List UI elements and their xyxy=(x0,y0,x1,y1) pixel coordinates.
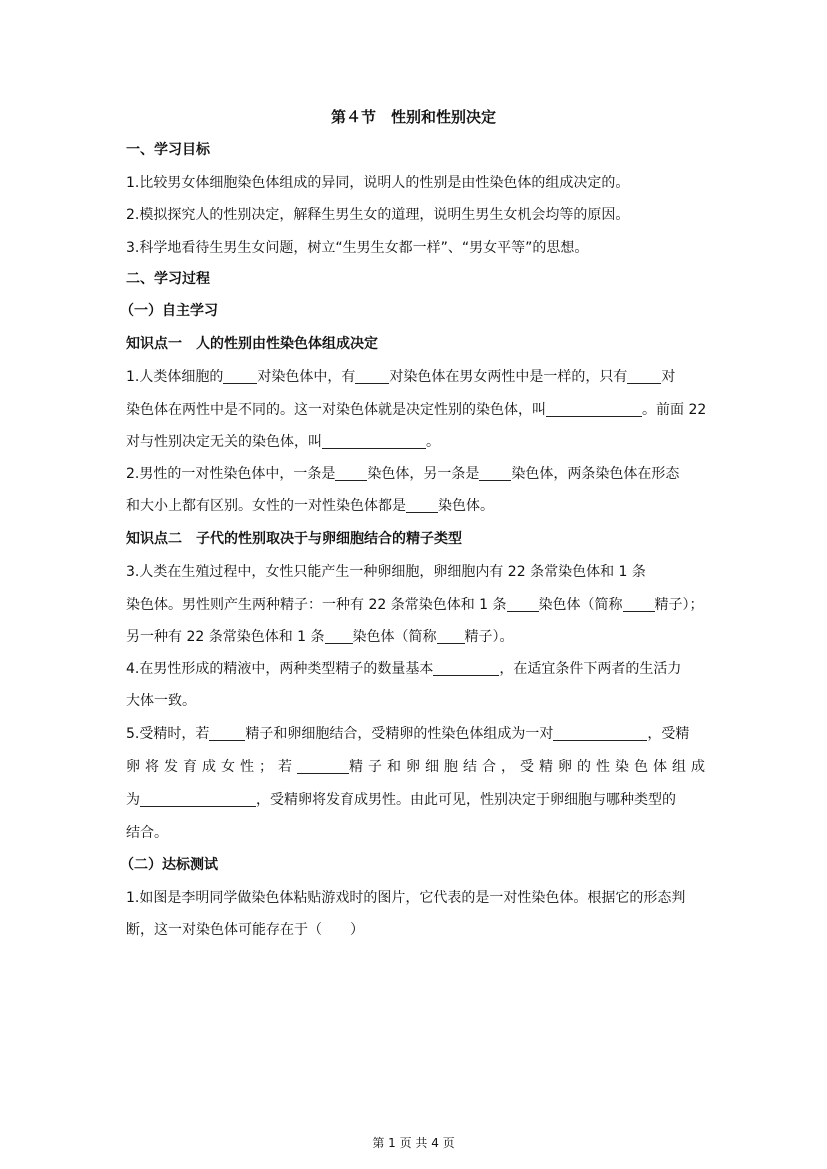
question-text: 对 xyxy=(661,369,676,385)
answer-blank[interactable] xyxy=(140,792,256,807)
answer-blank[interactable] xyxy=(325,629,353,644)
answer-blank[interactable] xyxy=(209,726,245,741)
question-3-line-3 xyxy=(126,628,706,646)
question-text: 染色体，两条染色体在形态 xyxy=(511,466,680,482)
answer-blank[interactable] xyxy=(433,661,499,676)
question-text: 染色体，另一条是 xyxy=(367,466,480,482)
question-text: 染色体在两性中是不同的。这一对染色体就是决定性别的染色体，叫 xyxy=(126,402,546,418)
answer-blank[interactable] xyxy=(437,629,465,644)
question-text: 对染色体在男女两性中是一样的，只有 xyxy=(389,369,628,385)
question-5-line-4: 结合。 xyxy=(126,825,168,841)
question-5-line-3 xyxy=(126,791,706,809)
answer-blank[interactable] xyxy=(335,466,367,481)
section-heading-goals: 一、学习目标 xyxy=(126,142,210,158)
answer-blank[interactable] xyxy=(355,369,389,384)
question-text: 4.在男性形成的精液中，两种类型精子的数量基本 xyxy=(126,661,434,677)
question-5-line-2 xyxy=(126,758,710,776)
answer-blank[interactable] xyxy=(322,434,426,449)
knowledge-point-1-heading: 知识点一 人的性别由性染色体组成决定 xyxy=(126,336,378,352)
question-4-line-2: 大体一致。 xyxy=(126,693,196,709)
answer-blank[interactable] xyxy=(507,597,539,612)
answer-blank[interactable] xyxy=(479,466,511,481)
question-text: 1.人类体细胞的 xyxy=(126,369,224,385)
question-text: 对与性别决定无关的染色体，叫 xyxy=(126,434,322,450)
question-text: 和大小上都有区别。女性的一对性染色体都是 xyxy=(126,498,406,514)
question-text: 精子和卵细胞结合，受精卵的性染色体组成为一对 xyxy=(245,726,554,742)
goal-item: 3.科学地看待生男生女问题，树立“生男生女都一样”、“男女平等”的思想。 xyxy=(126,240,589,256)
question-text: 精子和卵细胞结合，受精卵的性染色体组成 xyxy=(349,759,710,775)
answer-blank[interactable] xyxy=(546,402,642,417)
question-1-line-1 xyxy=(126,368,706,386)
question-text: 为 xyxy=(126,792,140,808)
question-1-line-3 xyxy=(126,433,706,451)
question-text: 染色体。男性则产生两种精子：一种有 22 条常染色体和 1 条 xyxy=(126,597,507,613)
test-question-1-line-1: 1.如图是李明同学做染色体粘贴游戏时的图片，它代表的是一对性染色体。根据它的形态判 xyxy=(126,890,686,906)
answer-blank[interactable] xyxy=(223,369,257,384)
subsection-heading-test: （二）达标测试 xyxy=(120,857,218,873)
page-title: 第４节 性别和性别决定 xyxy=(330,108,496,126)
answer-blank[interactable] xyxy=(553,726,647,741)
question-text: ，受精卵将发育成男性。由此可见，性别决定于卵细胞与哪种类型的 xyxy=(256,792,676,808)
subsection-heading-self-study: （一）自主学习 xyxy=(120,303,218,319)
question-text: 精子）； xyxy=(654,597,704,613)
question-5-line-1 xyxy=(126,725,706,743)
question-text: 染色体。 xyxy=(438,498,494,514)
answer-blank[interactable] xyxy=(627,369,661,384)
question-text: 对染色体中，有 xyxy=(257,369,356,385)
question-text: ，受精 xyxy=(647,726,690,742)
question-3-line-2 xyxy=(126,596,706,614)
question-text: 5.受精时，若 xyxy=(126,726,210,742)
question-text: 。前面 22 xyxy=(642,402,707,418)
goal-item: 1.比较男女体细胞染色体组成的异同，说明人的性别是由性染色体的组成决定的。 xyxy=(126,175,630,191)
question-text: 精子）。 xyxy=(464,629,514,645)
answer-blank[interactable] xyxy=(297,759,349,774)
answer-blank[interactable] xyxy=(623,597,655,612)
knowledge-point-2-heading: 知识点二 子代的性别取决于与卵细胞结合的精子类型 xyxy=(126,531,462,547)
question-4-line-1 xyxy=(126,660,706,678)
question-text: 2.男性的一对性染色体中，一条是 xyxy=(126,466,336,482)
question-2-line-2 xyxy=(126,497,706,515)
page-footer: 第 1 页 共 4 页 xyxy=(372,1136,455,1150)
section-heading-process: 二、学习过程 xyxy=(126,271,210,287)
question-text: 另一种有 22 条常染色体和 1 条 xyxy=(126,629,325,645)
question-text: 卵将发育成女性；若 xyxy=(126,759,297,775)
question-3-line-1: 3.人类在生殖过程中，女性只能产生一种卵细胞，卵细胞内有 22 条常染色体和 1 条 xyxy=(126,564,646,580)
goal-item: 2.模拟探究人的性别决定，解释生男生女的道理，说明生男生女机会均等的原因。 xyxy=(126,207,630,223)
question-text: 染色体（简称 xyxy=(538,597,623,613)
question-text: 染色体（简称 xyxy=(352,629,437,645)
question-text: ，在适宜条件下两者的生活力 xyxy=(499,661,682,677)
answer-blank[interactable] xyxy=(406,498,438,513)
question-1-line-2 xyxy=(126,401,706,419)
question-text: 。 xyxy=(426,434,440,450)
question-2-line-1 xyxy=(126,465,706,483)
test-question-1-line-2: 断，这一对染色体可能存在于（ ） xyxy=(126,922,364,938)
